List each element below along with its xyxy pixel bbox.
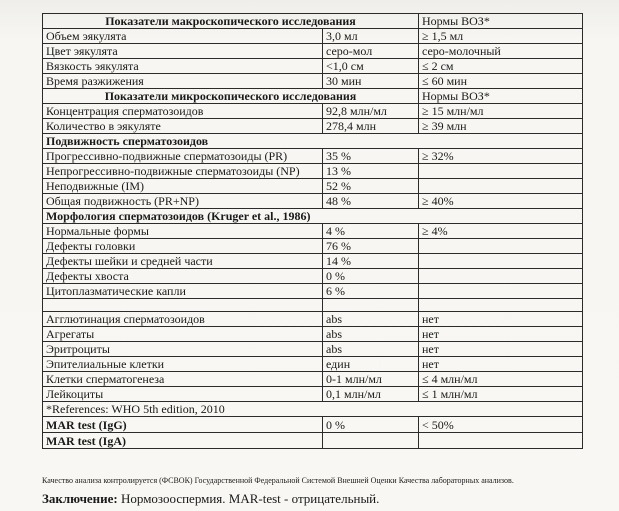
cell-c1: Дефекты шейки и средней части bbox=[43, 254, 323, 269]
cell-c3: ≥ 39 млн bbox=[419, 119, 583, 134]
cell-c2: 76 % bbox=[323, 239, 419, 254]
cell-c3: серо-молочный bbox=[419, 44, 583, 59]
cell-c2: 48 % bbox=[323, 194, 419, 209]
cell-c1: Объем эякулята bbox=[43, 29, 323, 44]
cell-c3: ≤ 4 млн/мл bbox=[419, 372, 583, 387]
cell-c1: Дефекты головки bbox=[43, 239, 323, 254]
cell-c2: 92,8 млн/мл bbox=[323, 104, 419, 119]
cell-c2: 0 % bbox=[323, 269, 419, 284]
cell-c2: серо-мол bbox=[323, 44, 419, 59]
cell-c3 bbox=[419, 299, 583, 312]
cell-c3: ≥ 1,5 мл bbox=[419, 29, 583, 44]
cell-c1: Лейкоциты bbox=[43, 387, 323, 402]
cell-c3: ≤ 1 млн/мл bbox=[419, 387, 583, 402]
table-row bbox=[43, 149, 583, 164]
cell-c2: 13 % bbox=[323, 164, 419, 179]
cell-c2: <1,0 см bbox=[323, 59, 419, 74]
table-row bbox=[43, 44, 583, 59]
cell-c2: abs bbox=[323, 342, 419, 357]
table-row bbox=[43, 372, 583, 387]
section-heading: Морфология сперматозоидов (Kruger et al., 1986) bbox=[43, 209, 583, 224]
cell-c3 bbox=[419, 179, 583, 194]
table-row bbox=[43, 357, 583, 372]
table-body bbox=[43, 14, 583, 449]
table-row bbox=[43, 29, 583, 44]
table-row bbox=[43, 327, 583, 342]
table-row bbox=[43, 299, 583, 312]
table-row bbox=[43, 269, 583, 284]
cell-c3: ≥ 40% bbox=[419, 194, 583, 209]
cell-c3: ≥ 4% bbox=[419, 224, 583, 239]
cell-c2: abs bbox=[323, 312, 419, 327]
table-row bbox=[43, 433, 583, 449]
cell-c1: Цвет эякулята bbox=[43, 44, 323, 59]
cell-c1: Нормальные формы bbox=[43, 224, 323, 239]
cell-c2: abs bbox=[323, 327, 419, 342]
section-heading: Подвижность сперматозоидов bbox=[43, 134, 583, 149]
cell-c2: 4 % bbox=[323, 224, 419, 239]
cell-c1: Общая подвижность (PR+NP) bbox=[43, 194, 323, 209]
cell-c2: 52 % bbox=[323, 179, 419, 194]
table-row bbox=[43, 209, 583, 224]
cell-c1: MAR test (IgG) bbox=[43, 417, 323, 433]
cell-c3 bbox=[419, 164, 583, 179]
cell-c3: ≥ 32% bbox=[419, 149, 583, 164]
table-row bbox=[43, 417, 583, 433]
cell-c1: Концентрация сперматозоидов bbox=[43, 104, 323, 119]
cell-c1: Дефекты хвоста bbox=[43, 269, 323, 284]
cell-c1: Прогрессивно-подвижные сперматозоиды (PR) bbox=[43, 149, 323, 164]
conclusion-label: Заключение: bbox=[42, 491, 118, 506]
cell-c2: 0-1 млн/мл bbox=[323, 372, 419, 387]
table-row bbox=[43, 119, 583, 134]
table-row bbox=[43, 104, 583, 119]
table-row bbox=[43, 239, 583, 254]
table-row bbox=[43, 14, 583, 29]
cell-c1: Клетки сперматогенеза bbox=[43, 372, 323, 387]
table-row bbox=[43, 224, 583, 239]
quality-control-note: Качество анализа контролируется (ФСВОК) Государственной Федеральной Системой Внешней Оценки Качества лабораторных анализов. bbox=[42, 476, 514, 485]
cell-c3 bbox=[419, 433, 583, 449]
table-row bbox=[43, 254, 583, 269]
cell-c2 bbox=[323, 299, 419, 312]
table-row bbox=[43, 179, 583, 194]
cell-c2: 35 % bbox=[323, 149, 419, 164]
cell-c3: ≤ 60 мин bbox=[419, 74, 583, 89]
cell-c1: Непрогрессивно-подвижные сперматозоиды (NP) bbox=[43, 164, 323, 179]
table-row bbox=[43, 342, 583, 357]
table-row bbox=[43, 402, 583, 417]
cell-c1: Неподвижные (IM) bbox=[43, 179, 323, 194]
table-row bbox=[43, 74, 583, 89]
table-row bbox=[43, 387, 583, 402]
cell-c2: 0 % bbox=[323, 417, 419, 433]
cell-c2: един bbox=[323, 357, 419, 372]
cell-c2: 30 мин bbox=[323, 74, 419, 89]
cell-c1: Эритроциты bbox=[43, 342, 323, 357]
cell-c1: Цитоплазматические капли bbox=[43, 284, 323, 299]
cell-c1 bbox=[43, 299, 323, 312]
cell-c2: 278,4 млн bbox=[323, 119, 419, 134]
table-row bbox=[43, 284, 583, 299]
cell-c2: 14 % bbox=[323, 254, 419, 269]
cell-c3: нет bbox=[419, 312, 583, 327]
semen-analysis-table bbox=[42, 13, 583, 449]
cell-c3: ≤ 2 см bbox=[419, 59, 583, 74]
table-row bbox=[43, 194, 583, 209]
cell-c3 bbox=[419, 239, 583, 254]
cell-c3: < 50% bbox=[419, 417, 583, 433]
cell-c2: 3,0 мл bbox=[323, 29, 419, 44]
cell-c1: Количество в эякуляте bbox=[43, 119, 323, 134]
cell-c1: Время разжижения bbox=[43, 74, 323, 89]
table-section-header: Показатели микроскопического исследования bbox=[43, 89, 419, 104]
cell-c3 bbox=[419, 254, 583, 269]
references-note: *References: WHO 5th edition, 2010 bbox=[43, 402, 583, 417]
table-row bbox=[43, 312, 583, 327]
table-row bbox=[43, 134, 583, 149]
cell-c3: нет bbox=[419, 327, 583, 342]
table-row bbox=[43, 164, 583, 179]
cell-c2: 0,1 млн/мл bbox=[323, 387, 419, 402]
cell-c1: Агглютинация сперматозоидов bbox=[43, 312, 323, 327]
cell-c1: Агрегаты bbox=[43, 327, 323, 342]
table-row bbox=[43, 59, 583, 74]
norms-header: Нормы ВОЗ* bbox=[419, 89, 583, 104]
conclusion-text: Нормозооспермия. MAR-test - отрицательный. bbox=[117, 491, 380, 506]
cell-c3: ≥ 15 млн/мл bbox=[419, 104, 583, 119]
cell-c3 bbox=[419, 269, 583, 284]
table-row bbox=[43, 89, 583, 104]
cell-c3 bbox=[419, 284, 583, 299]
table-section-header: Показатели макроскопического исследования bbox=[43, 14, 419, 29]
cell-c1: Вязкость эякулята bbox=[43, 59, 323, 74]
cell-c1: MAR test (IgA) bbox=[43, 433, 323, 449]
conclusion bbox=[42, 491, 379, 506]
cell-c2 bbox=[323, 433, 419, 449]
cell-c3: нет bbox=[419, 357, 583, 372]
norms-header: Нормы ВОЗ* bbox=[419, 14, 583, 29]
cell-c1: Эпителиальные клетки bbox=[43, 357, 323, 372]
cell-c2: 6 % bbox=[323, 284, 419, 299]
cell-c3: нет bbox=[419, 342, 583, 357]
